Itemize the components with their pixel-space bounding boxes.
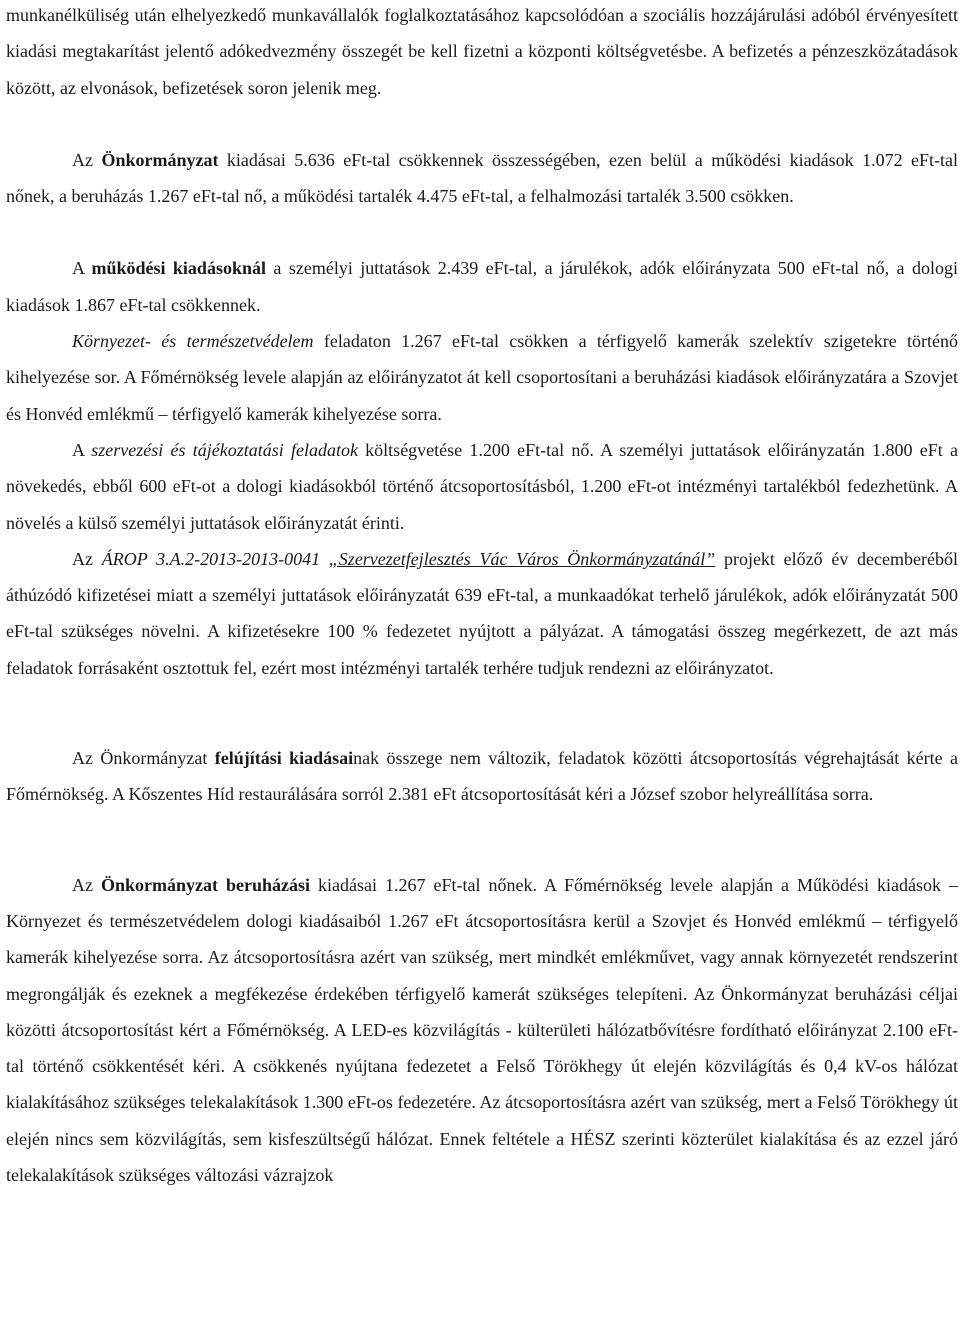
paragraph-beruhazasi-kiadasok xyxy=(6,867,958,1194)
paragraph-onkormanyzat-kiadasai xyxy=(6,142,958,215)
paragraph-szocho-befizetes xyxy=(6,0,958,106)
bold-term: működési kiadásoknál xyxy=(91,258,266,279)
italic-project-code: ÁROP 3.A.2-2013-2013-0041 xyxy=(101,548,321,569)
italic-term: Környezet- és természetvédelem xyxy=(72,331,314,352)
text: Az xyxy=(72,548,102,569)
text: Az xyxy=(72,149,102,170)
bold-term: Önkormányzat xyxy=(101,149,219,170)
paragraph-szervezesi-feladatok xyxy=(6,432,958,541)
document-page xyxy=(6,0,958,1193)
text: munkanélküliség után elhelyezkedő munkavállalók foglalkoztatásához kapcsolódóan a szociális hozzájárulási adóból érvényesített kiadási megtakarítást jelentő adókedvezmény összegét be kell fizetni a központi költségvetésbe. A befizetés a pénzeszközátadások között, az elvonások, befizetések soron jelenik meg. xyxy=(6,5,958,98)
text: Az Önkormányzat xyxy=(72,748,215,769)
paragraph-kornyezetvedelem xyxy=(6,323,958,432)
italic-term: szervezési és tájékoztatási feladatok xyxy=(91,439,358,460)
paragraph-felujitasi-kiadasok xyxy=(6,740,958,813)
paragraph-mukodesi-kiadasok xyxy=(6,250,958,323)
text: A xyxy=(72,258,92,279)
text: feladaton 1.267 eFt-tal csökken a térfigyelő kamerák szelektív szigetekre történő kihelyezése sor. A Főmérnökség levele alapján az előirányzatot át kell csoportosítani a beruházási kiadások előirányzatára a Szovjet és Honvéd emlékmű – térfigyelő kamerák kihelyezése sorra. xyxy=(6,331,958,424)
text: a személyi juttatások 2.439 eFt-tal, a járulékok, adók előirányzata 500 eFt-tal nő, a dologi kiadások 1.867 eFt-tal csökkennek. xyxy=(6,258,958,315)
bold-term: felújítási kiadásai xyxy=(214,748,354,769)
text: nak összege nem változik, feladatok közötti átcsoportosítás végrehajtását kérte a Főmérnökség. A Kőszentes Híd restaurálására sorról 2.381 eFt átcsoportosítását kéri a József szobor helyreállítása sorra. xyxy=(6,748,958,805)
text: Az xyxy=(72,874,101,895)
text: kiadásai 1.267 eFt-tal nőnek. A Főmérnökség levele alapján a Működési kiadások – Környezet és természetvédelem dologi kiadásaiból 1.267 eFt átcsoportosításra kerül a Szovjet és Honvéd emlékmű – térfigyelő kamerák kihelyezése sorra. Az átcsoportosításra azért van szükség, mert mindkét emlékművet, vagy annak környezetét rendszerint megrongálják és ezeknek a megfékezése érdekében térfigyelő kamerát szükséges telepíteni. Az Önkormányzat beruházási céljai közötti átcsoportosítást kért a Főmérnökség. A LED-es közvilágítás - külterületi hálózatbővítésre fordítható előirányzat 2.100 eFt-tal történő csökkentését kéri. A csökkenés nyújtana fedezetet a Felső Törökhegy út elején közvilágítás és 0,4 kV-os hálózat kialakításához szükséges telekalakítások 1.300 eFt-os fedezetére. Az átcsoportosításra azért van szükség, mert a Felső Törökhegy út elején nincs sem közvilágítás, sem kisfeszültségű hálózat. Ennek feltétele a HÉSZ szerinti közterület kialakítása és az ezzel járó telekalakítások szükséges változási vázrajzok xyxy=(6,874,958,1186)
bold-term: Önkormányzat beruházási xyxy=(101,874,311,895)
italic-project-title: „Szervezetfejlesztés Vác Város Önkormányzatánál” xyxy=(328,548,716,569)
paragraph-arop-projekt xyxy=(6,541,958,686)
text xyxy=(320,549,329,569)
text: kiadásai 5.636 eFt-tal csökkennek összességében, ezen belül a működési kiadások 1.072 eFt-tal nőnek, a beruházás 1.267 eFt-tal nő, a működési tartalék 4.475 eFt-tal, a felhalmozási tartalék 3.500 csökken. xyxy=(6,149,958,207)
text: költségvetése 1.200 eFt-tal nő. A személyi juttatások előirányzatán 1.800 eFt a növekedés, ebből 600 eFt-ot a dologi kiadásokból történő átcsoportosításból, 1.200 eFt-ot intézményi tartalékból fedezhetünk. A növelés a külső személyi juttatások előirányzatát érinti. xyxy=(6,439,958,533)
text: projekt előző év decemberéből áthúzódó kifizetései miatt a személyi juttatások előirányzatát 639 eFt-tal, a munkaadókat terhelő járulékok, adók előirányzatát 500 eFt-tal szükséges növelni. A kifizetésekre 100 % fedezetet nyújtott a pályázat. A támogatási összeg megérkezett, de azt más feladatok forrásaként osztottuk fel, ezért most intézményi tartalék terhére tudjuk rendezni az előirányzatot. xyxy=(6,548,958,678)
text: A xyxy=(72,439,92,460)
